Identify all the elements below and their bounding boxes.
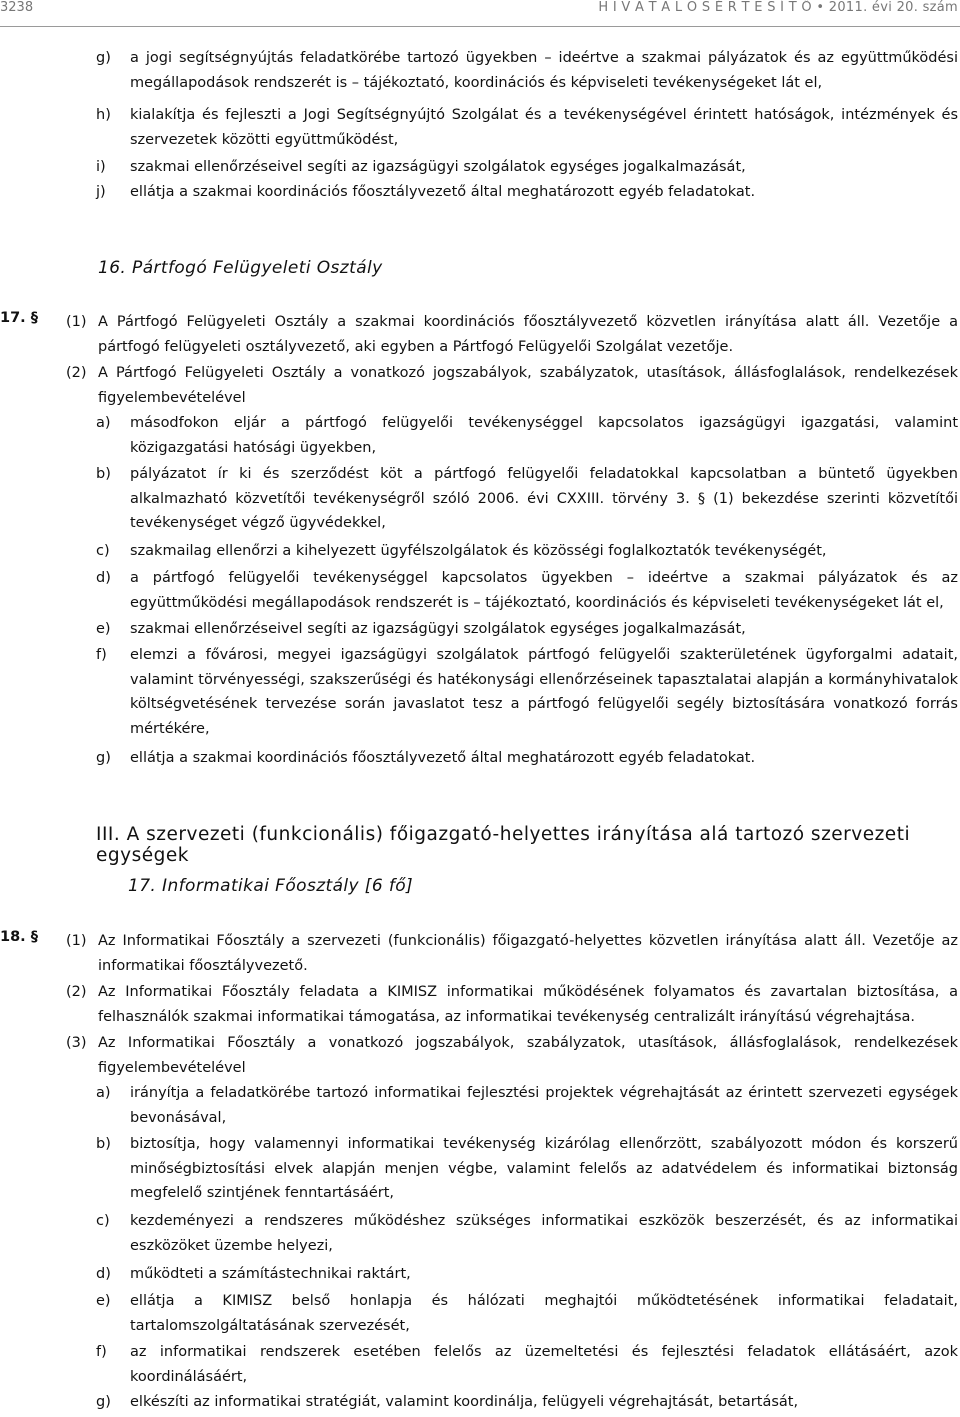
- list-item: d) a pártfogó felügyelői tevékenységgel kapcsolatos ügyekben – ideértve a szakmai pályázatok és az együttműködési megállapodások rendszerét is – tájékoztató, koordinációs és képviseleti tevékenységeket lát el,: [96, 570, 958, 611]
- paragraph: (1) A Pártfogó Felügyeleti Osztály a szakmai koordinációs főosztályvezető közvetlen irányítása alatt áll. Vezetője a pártfogó felügyeleti osztályvezető, aki egyben a Pártfogó Felügyelői Szolgálat vezetője.: [66, 314, 958, 355]
- section-number: 17. §: [0, 310, 38, 326]
- list-item: g) elkészíti az informatikai stratégiát, valamint koordinálja, felügyeli végrehajtását, betartását,: [96, 1394, 799, 1410]
- paragraph: (2) A Pártfogó Felügyeleti Osztály a vonatkozó jogszabályok, szabályzatok, utasítások, állásfoglalások, rendelkezések figyelembevételével: [66, 365, 958, 406]
- list-item: h) kialakítja és fejleszti a Jogi Segítségnyújtó Szolgálat és a tevékenységével érintett hatóságok, intézmények és szervezetek közötti együttműködést,: [96, 107, 958, 148]
- section-number: 18. §: [0, 929, 38, 945]
- list-item: c) szakmailag ellenőrzi a kihelyezett ügyfélszolgálatok és közösségi foglalkoztatók tevékenységét,: [96, 543, 827, 559]
- section-heading: 16. Pártfogó Felügyeleti Osztály: [98, 258, 383, 278]
- list-item: i) szakmai ellenőrzéseivel segíti az igazságügyi szolgálatok egységes jogalkalmazását,: [96, 159, 746, 175]
- list-item: a) másodfokon eljár a pártfogó felügyelői tevékenységgel kapcsolatos igazságügyi igazgatási, valamint közigazgatási hatósági ügyekben,: [96, 415, 958, 456]
- page-header: [0, 0, 960, 28]
- page-number: 3238: [0, 0, 34, 15]
- list-item: f) az informatikai rendszerek esetében felelős az üzemeltetési és fejlesztési feladatok ellátásáért, azok koordinálásáért,: [96, 1344, 958, 1385]
- list-item: b) biztosítja, hogy valamennyi informatikai tevékenység kizárólag ellenőrzött, szabályozott módon és korszerű minőségbiztosítási elvek alapján menjen végbe, valamint felelős az adatvédelem és informatikai biztonság megfelelő szintjének fenntartásáért,: [96, 1136, 958, 1201]
- list-item: a) irányítja a feladatkörébe tartozó informatikai fejlesztési projektek végrehajtását az érintett szervezeti egységek bevonásával,: [96, 1085, 958, 1126]
- list-item: c) kezdeményezi a rendszeres működéshez szükséges informatikai eszközök beszerzését, és az informatikai eszközöket üzembe helyezi,: [96, 1213, 958, 1254]
- list-item: d) működteti a számítástechnikai raktárt,: [96, 1266, 411, 1282]
- list-item: e) ellátja a KIMISZ belső honlapja és hálózati meghajtói működtetésének informatikai feladatait, tartalomszolgáltatásának szervezését,: [96, 1293, 958, 1334]
- paragraph: (3) Az Informatikai Főosztály a vonatkozó jogszabályok, szabályzatok, utasítások, állásfoglalások, rendelkezések figyelembevételével: [66, 1035, 958, 1076]
- section-heading: 17. Informatikai Főosztály [6 fő]: [128, 876, 414, 896]
- list-item: j) ellátja a szakmai koordinációs főosztályvezető által meghatározott egyéb feladatokat.: [96, 184, 756, 200]
- list-item: g) a jogi segítségnyújtás feladatkörébe tartozó ügyekben – ideértve a szakmai pályázatok és az együttműködési megállapodások rendszerét is – tájékoztató, koordinációs és képviseleti tevékenységeket lát el,: [96, 50, 958, 91]
- chapter-heading: III. A szervezeti (funkcionális) főigazgató-helyettes irányítása alá tartozó szervezeti egységek: [96, 824, 911, 866]
- list-item: b) pályázatot ír ki és szerződést köt a pártfogó felügyelői feladatokkal kapcsolatban a büntető ügyekben alkalmazható közvetítői tevékenységről szóló 2006. évi CXXIII. törvény 3. § (1) bekezdése szerinti közvetítői tevékenységet végző ügyvédekkel,: [96, 466, 958, 531]
- publication-title: H I V A T A L O S É R T E S Í T Ő • 2011. évi 20. szám: [598, 0, 958, 15]
- header-rule: [0, 26, 960, 27]
- list-item: e) szakmai ellenőrzéseivel segíti az igazságügyi szolgálatok egységes jogalkalmazását,: [96, 621, 746, 637]
- list-item: f) elemzi a fővárosi, megyei igazságügyi szolgálatok pártfogó felügyelői szakterületének ügyforgalmi adatait, valamint törvényességi, szakszerűségi és hatékonysági ellenőrzéseinek tapasztalatai alapján a kormányhivatalok költségvetésének tervezése során javaslatot tesz a pártfogó felügyelői segély biztosítására vonatkozó forrás mértékére,: [96, 647, 958, 737]
- list-item: g) ellátja a szakmai koordinációs főosztályvezető által meghatározott egyéb feladatokat.: [96, 750, 756, 766]
- paragraph: (2) Az Informatikai Főosztály feladata a KIMISZ informatikai működésének folyamatos és zavartalan biztosítása, a felhasználók szakmai informatikai támogatása, az informatikai tevékenység centralizált irányítású végrehajtása.: [66, 984, 958, 1025]
- paragraph: (1) Az Informatikai Főosztály a szervezeti (funkcionális) főigazgató-helyettes közvetlen irányítása alatt áll. Vezetője az informatikai főosztályvezető.: [66, 933, 958, 974]
